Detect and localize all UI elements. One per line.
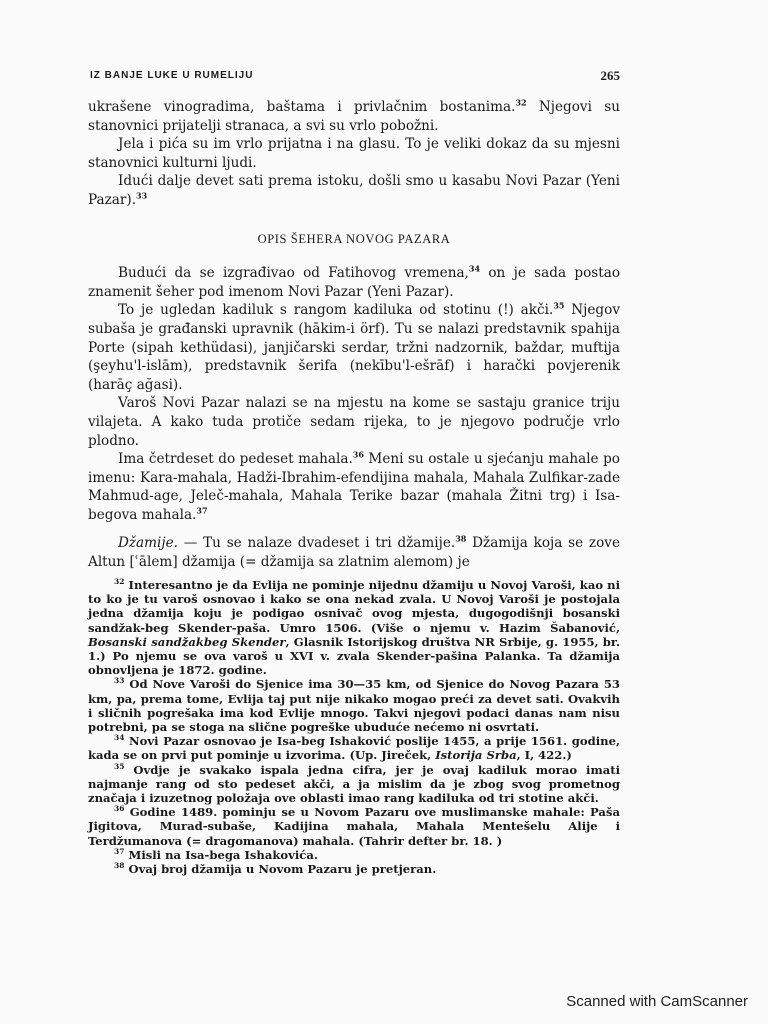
scanner-watermark: Scanned with CamScanner bbox=[566, 993, 748, 1010]
footnote-32: $^{32}$ Interesantno je da Evlija ne pominje nijednu džamiju u Novoj Varoši, kao ni to ko je tu varoš osnovao i kako se ona nekad zvala. U Novoj Varoši je postojala jedna džamija koju je podigao osnivač ovog mjesta, dugogodišnji bosanski sandžak-beg Skender-paša. Umro 1506. (Više o njemu v. Hazim Šabanović, Bosanski sandžakbeg Skender, Glasnik Istorijskog društva NR Srbije, g. 1955, br. 1.) Po njemu se ova varoš u XVI v. zvala Skender-pašina Palanka. Ta džamija obnovljena je 1872. godine. bbox=[88, 577, 620, 678]
footnote-37: $^{37}$ Misli na Isa-bega Ishakovića. bbox=[114, 847, 318, 862]
main-text bbox=[88, 98, 620, 572]
footnote-34: $^{34}$ Novi Pazar osnovao je Isa-beg Ishaković poslije 1455, a prije 1561. godine, kada se on prvi put pominje u izvorima. (Up. Jireček, Istorija Srba, I, 422.) bbox=[88, 733, 620, 763]
footnote-ref: 33 bbox=[136, 190, 148, 201]
footnotes bbox=[88, 578, 620, 876]
section-title: OPIS ŠEHERA NOVOG PAZARA bbox=[257, 231, 451, 246]
page-number: 265 bbox=[600, 68, 620, 83]
paragraph: Jela i pića su im vrlo prijatna i na glasu. To je veliki dokaz da su mjesni stanovnici kulturni ljudi. bbox=[88, 136, 620, 171]
footnote-ref: 35 bbox=[553, 300, 565, 311]
paragraph: Džamije. — Tu se nalaze dvadeset i tri džamije.$^{38}$ Džamija koja se zove Altun [ʿālem] džamija (= džamija sa zlatnim alemom) je bbox=[88, 533, 620, 571]
paragraph: Idući dalje devet sati prema istoku, došli smo u kasabu Novi Pazar (Yeni Pazar).$^{33}$ bbox=[88, 173, 620, 208]
paragraph: To je ugledan kadiluk s rangom kadiluka od stotinu (!) akči.$^{35}$ Njegov subaša je građanski upravnik (hākim-i örf). Tu se nalazi predstavnik spahija Porte (sipah kethüdasi), janjičarski serdar, tržni nadzornik, baždar, muftija (şeyhu'l-islām), predstavnik šerifa (nekību'l-ešrāf) i harački povjerenik (harāç ağasi). bbox=[88, 300, 620, 393]
footnote-35: $^{35}$ Ovdje je svakako ispala jedna cifra, jer je ovaj kadiluk morao imati najmanje rang od sto pedeset akči, a ja mislim da je zbog svog prometnog značaja i izuzetnog položaja ove oblasti imao rang kadiluka od tri stotine akči. bbox=[88, 761, 620, 806]
footnote-33: $^{33}$ Od Nove Varoši do Sjenice ima 30—35 km, od Sjenice do Novog Pazara 53 km, pa, prema tome, Evlija taj put nije nikako mogao preći za devet sati. Ovakvih i sličnih pogrešaka ima kod Evlije mnogo. Takvi njegovi podaci danas nam nisu potrebni, pa se stoga na slične pogreške ubuduće nećemo ni osvrtati. bbox=[88, 676, 620, 735]
running-title: IZ BANJE LUKE U RUMELIJU bbox=[90, 70, 254, 81]
paragraph: Budući da se izgrađivao od Fatihovog vremena,$^{34}$ on je sada postao znamenit šeher pod imenom Novi Pazar (Yeni Pazar). bbox=[88, 263, 621, 300]
paragraph: ukrašene vinogradima, baštama i privlačnim bostanima.$^{32}$ Njegovi su stanovnici prijatelji stranaca, a svi su vrlo pobožni. bbox=[88, 97, 620, 134]
footnote-ref: 34 bbox=[468, 263, 481, 274]
paragraph: Varoš Novi Pazar nalazi se na mjestu na kome se sastaju granice triju vilajeta. A kako tuda protiče sedam rijeka, to je njegovo područje vrlo plodno. bbox=[88, 395, 620, 449]
footnote-ref: 36 bbox=[352, 449, 364, 460]
footnote-36: $^{36}$ Godine 1489. pominju se u Novom Pazaru ove muslimanske mahale: Paša Jigitova, Murad-subaše, Kadijina mahala, Mahala Mentešelu Alije i Terdžumanova (= dragomanova) mahala. (Tahrir defter br. 18. ) bbox=[88, 804, 620, 848]
footnote-ref: 32 bbox=[515, 97, 527, 108]
page-header bbox=[90, 68, 620, 86]
footnote-ref: 37 bbox=[196, 505, 208, 516]
footnote-ref: 38 bbox=[455, 533, 467, 544]
paragraph: Ima četrdeset do pedeset mahala.$^{36}$ Meni su ostale u sjećanju mahale po imenu: Kara-mahala, Hadži-Ibrahim-efendijina mahala, Mahala Zulfikar-zade Mahmud-age, Jeleč-mahala, Mahala Terike bazar (mahala Žitni trg) i Isa-begova mahala.$^{37}$ bbox=[88, 449, 620, 523]
footnote-38: $^{38}$ Ovaj broj džamija u Novom Pazaru je pretjeran. bbox=[114, 861, 437, 877]
subheading-dzamije: Džamije. bbox=[118, 535, 178, 552]
